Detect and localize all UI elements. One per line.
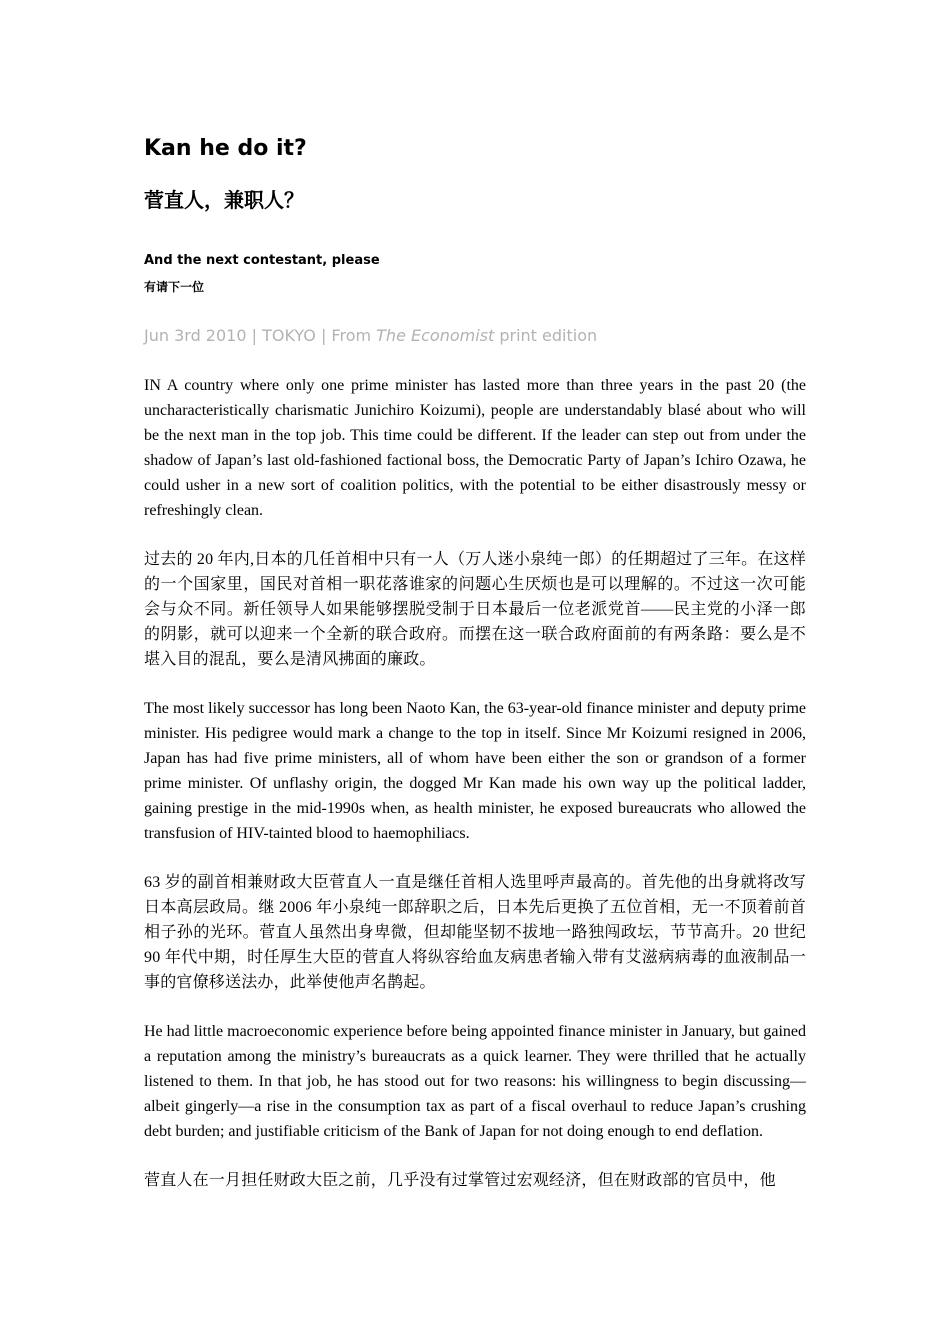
dateline-suffix: print edition [494, 326, 598, 345]
dateline-prefix: Jun 3rd 2010 | TOKYO | From [144, 326, 377, 345]
article-title: Kan he do it? [144, 136, 307, 161]
paragraph-en: IN A country where only one prime minister has lasted more than three years in the past 20 (the uncharacteristically charismatic Junichiro Koizumi), people are understandably blasé about who will be the next man in the top job. This time could be different. If the leader can step out from under the shadow of Japan’s last old-fashioned factional boss, the Democratic Party of Japan’s Ichiro Ozawa, he could usher in a new sort of coalition politics, with the potential to be either disastrously messy or refreshingly clean. [144, 377, 806, 519]
paragraph-cn: 菅直人在一月担任财政大臣之前，几乎没有过掌管过宏观经济，但在财政部的官员中，他 [144, 1172, 776, 1189]
paragraph-cn: 63 岁的副首相兼财政大臣菅直人一直是继任首相人选里呼声最高的。首先他的出身就将改写日本高层政局。继 2006 年小泉纯一郎辞职之后，日本先后更换了五位首相，无一不顶着前首相子孙的光环。菅直人虽然出身卑微，但却能坚韧不拔地一路独闯政坛，节节高升。20 世纪 90 年代中期，时任厚生大臣的菅直人将纵容给血友病患者输入带有艾滋病病毒的血液制品一事的官僚移送法办，此举使他声名鹊起。 [144, 874, 806, 991]
article-subtitle: And the next contestant, please [144, 253, 380, 268]
paragraph-en: The most likely successor has long been Naoto Kan, the 63-year-old finance minister and deputy prime minister. His pedigree would mark a change to the top in itself. Since Mr Koizumi resigned in 2006, Japan has had five prime ministers, all of whom have been either the son or grandson of a former prime minister. Of unflashy origin, the dogged Mr Kan made his own way up the political ladder, gaining prestige in the mid-1990s when, as health minister, he exposed bureaucrats who allowed the transfusion of HIV-tainted blood to haemophiliacs. [144, 700, 806, 842]
article-body [144, 373, 806, 1217]
paragraph-cn: 过去的 20 年内,日本的几任首相中只有一人（万人迷小泉纯一郎）的任期超过了三年。在这样的一个国家里，国民对首相一职花落谁家的问题心生厌烦也是可以理解的。不过这一次可能会与众不同。新任领导人如果能够摆脱受制于日本最后一位老派党首——民主党的小泽一郎的阴影，就可以迎来一个全新的联合政府。而摆在这一联合政府面前的有两条路：要么是不堪入目的混乱，要么是清风拂面的廉政。 [144, 551, 806, 668]
article-subtitle-chinese: 有请下一位 [144, 280, 205, 294]
article-title-chinese: 菅直人，兼职人？ [144, 188, 304, 212]
publication-name: The Economist [376, 326, 495, 345]
paragraph-en: He had little macroeconomic experience before being appointed finance minister in January, but gained a reputation among the ministry’s bureaucrats as a quick learner. They were thrilled that he actually listened to them. In that job, he has stood out for two reasons: his willingness to begin discussing—albeit gingerly—a rise in the consumption tax as part of a fiscal overhaul to reduce Japan’s crushing debt burden; and justifiable criticism of the Bank of Japan for not doing enough to end deflation. [144, 1023, 806, 1140]
dateline [144, 324, 597, 348]
